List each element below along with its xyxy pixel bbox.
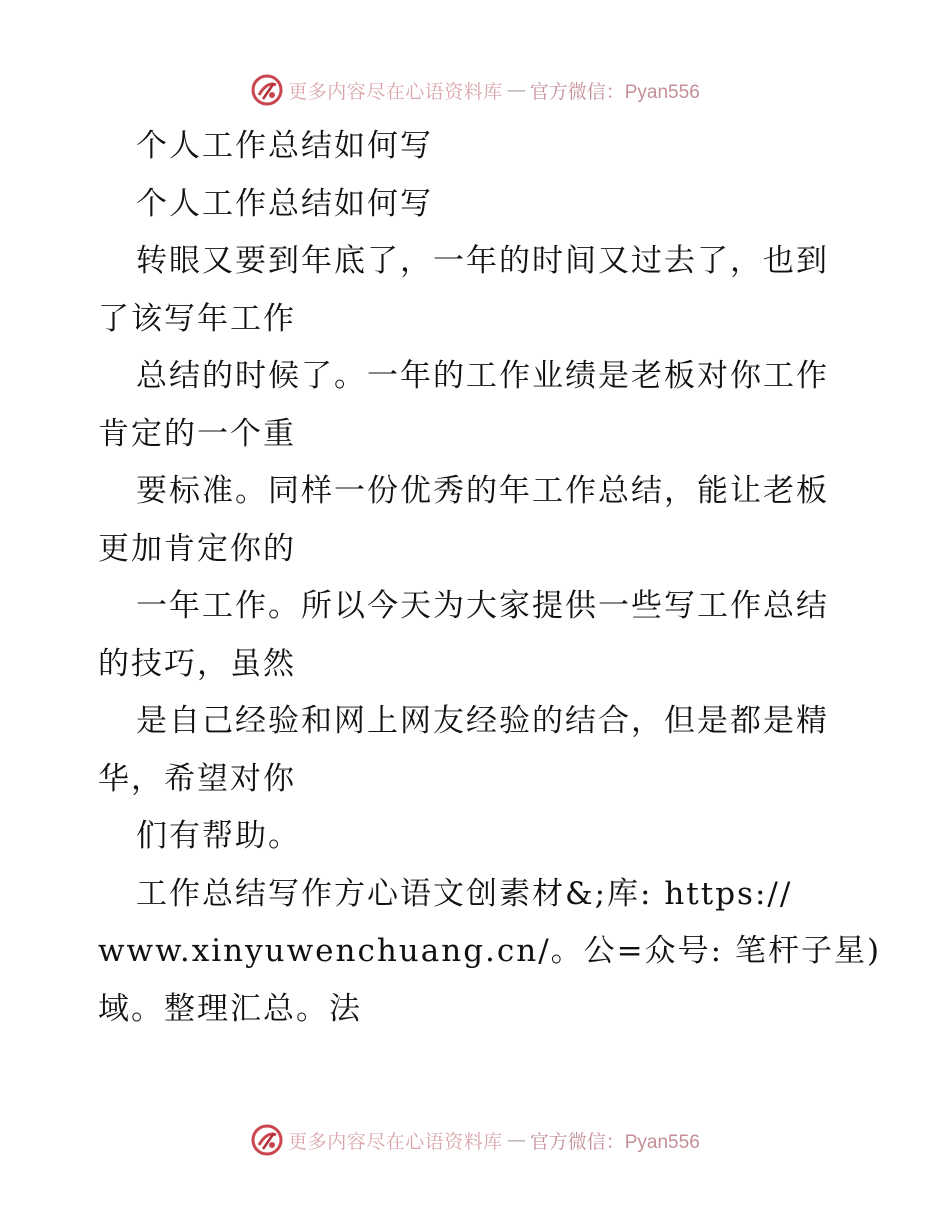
- paragraph-line: 一年工作。所以今天为大家提供一些写工作总结: [136, 588, 829, 624]
- paragraph-line: 了该写年工作: [98, 300, 296, 337]
- paragraph-line: 更加肯定你的: [98, 530, 296, 567]
- paragraph-line: 要标准。同样一份优秀的年工作总结，能让老板: [136, 473, 829, 509]
- document-body: [98, 118, 882, 1038]
- paragraph-line: www.xinyuwenchuang.cn/。公=众号: 笔杆子星): [98, 933, 882, 969]
- brand-logo-icon: [250, 1123, 284, 1157]
- paragraph-line: 总结的时候了。一年的工作业绩是老板对你工作: [136, 358, 829, 394]
- banner-contact: 官方微信：Pyan556: [529, 81, 700, 103]
- banner-text: 更多内容尽在心语资料库: [288, 1130, 503, 1153]
- paragraph-line: 工作总结写作方心语文创素材&;库: https://: [136, 875, 793, 912]
- paragraph-line: 域。整理汇总。法: [98, 990, 362, 1027]
- paragraph-line: 是自己经验和网上网友经验的结合，但是都是精: [136, 703, 829, 739]
- paragraph-line: 华，希望对你: [98, 760, 296, 797]
- banner-text: 更多内容尽在心语资料库: [288, 80, 503, 103]
- footer-banner: [0, 1120, 950, 1160]
- paragraph-line: 的技巧，虽然: [98, 645, 296, 682]
- brand-logo-icon: [250, 73, 284, 107]
- doc-title: 个人工作总结如何写: [136, 128, 433, 164]
- banner-separator: —: [506, 1129, 526, 1151]
- paragraph-line: 肯定的一个重: [98, 415, 296, 452]
- banner-contact: 官方微信：Pyan556: [529, 1131, 700, 1153]
- header-banner: [0, 70, 950, 110]
- paragraph-line: 们有帮助。: [136, 818, 301, 854]
- doc-subtitle: 个人工作总结如何写: [136, 185, 433, 222]
- banner-separator: —: [506, 79, 526, 101]
- paragraph-line: 转眼又要到年底了，一年的时间又过去了，也到: [136, 243, 829, 279]
